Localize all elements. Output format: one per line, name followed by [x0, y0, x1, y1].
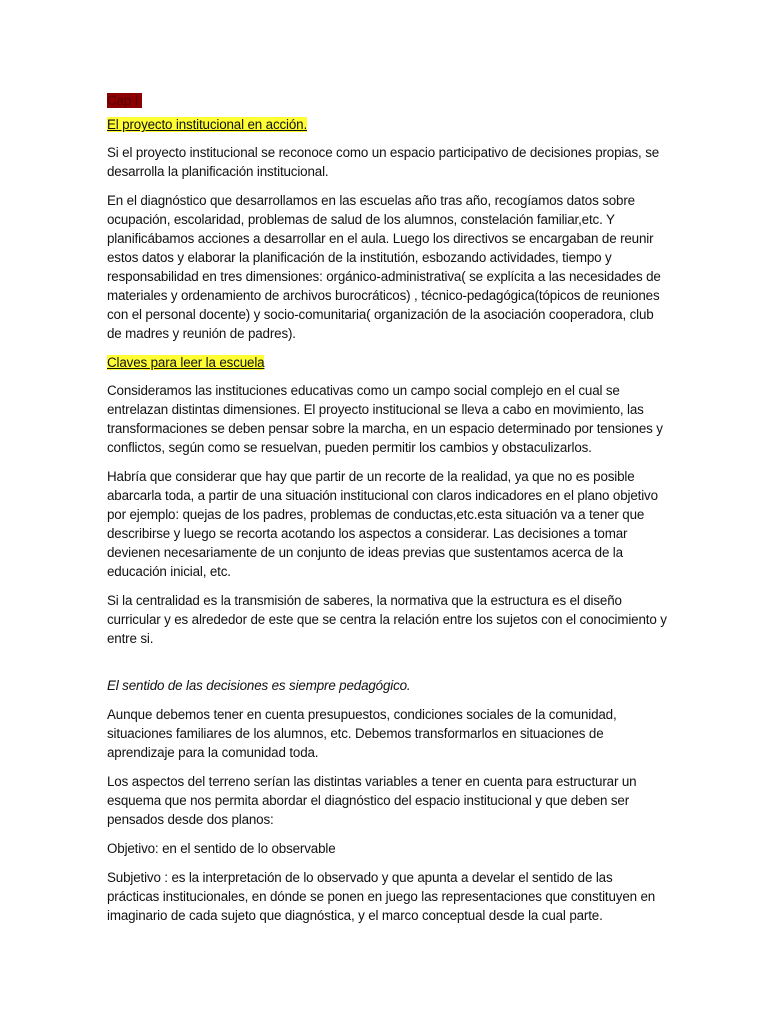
paragraph-1: Si el proyecto institucional se reconoce como un espacio participativo de decisiones propias, se desarrolla la planificación institucional. — [107, 145, 660, 179]
paragraph-4: Habría que considerar que hay que partir de un recorte de la realidad, ya que no es posible abarcarla toda, a partir de una situación institucional con claros indicadores en el plano objetivo por ejemplo: quejas de los padres, problemas de conductas,etc.esta situación va a tener que describirse y luego se recorta acotando los aspectos a considerar. Las decisiones a tomar devienen necesariamente de un conjunto de ideas previas que sustentamos acerca de la educación inicial, etc. — [107, 469, 658, 579]
section-heading-claves — [107, 353, 668, 372]
paragraph-7: Aunque debemos tener en cuenta presupuestos, condiciones sociales de la comunidad, situaciones familiares de los alumnos, etc. Debemos transformarlos en situaciones de aprendizaje para la comunidad toda. — [107, 707, 617, 760]
paragraph-3: Consideramos las instituciones educativas como un campo social complejo en el cual se entrelazan distintas dimensiones. El proyecto institucional se lleva a cabo en movimiento, las transformaciones se deben pensar sobre la marcha, en un espacio determinado por tensiones y conflictos, según como se resuelvan, pueden permitir los cambios y obstaculizarlos. — [107, 383, 663, 455]
paragraph-objetivo: Objetivo: en el sentido de lo observable — [107, 841, 336, 856]
chapter-label-line — [107, 92, 668, 109]
section-heading-proyecto — [107, 115, 668, 134]
italic-subheading: El sentido de las decisiones es siempre pedagógico. — [107, 678, 411, 693]
chapter-label: Cap I. — [107, 93, 142, 108]
section-heading-proyecto-text: El proyecto institucional en acción. — [107, 117, 308, 132]
paragraph-2: En el diagnóstico que desarrollamos en las escuelas año tras año, recogíamos datos sobre ocupación, escolaridad, problemas de salud de los alumnos, constelación familiar,etc. Y planificábamos acciones a desarrollar en el aula. Luego los directivos se encargaban de reunir estos datos y elaborar la planificación de la institutión, esbozando actividades, tiempo y responsabilidad en tres dimensiones: orgánico-administrativa( se explícita a las necesidades de materiales y ordenamiento de archivos burocráticos) , técnico-pedagógica(tópicos de reuniones con el personal docente) y socio-comunitaria( organización de la asociación cooperadora, club de madres y reunión de padres). — [107, 193, 661, 341]
paragraph-5: Si la centralidad es la transmisión de saberes, la normativa que la estructura es el diseño curricular y es alrededor de este que se centra la relación entre los sujetos con el conocimiento y entre si. — [107, 593, 667, 646]
section-heading-claves-text: Claves para leer la escuela — [107, 355, 265, 370]
paragraph-8: Los aspectos del terreno serían las distintas variables a tener en cuenta para estructurar un esquema que nos permita abordar el diagnóstico del espacio institucional y que deben ser pensados desde dos planos: — [107, 774, 637, 827]
paragraph-subjetivo: Subjetivo : es la interpretación de lo observado y que apunta a develar el sentido de las prácticas institucionales, en dónde se ponen en juego las representaciones que constituyen en imaginario de cada sujeto que diagnóstica, y el marco conceptual desde la cual parte. — [107, 870, 656, 923]
